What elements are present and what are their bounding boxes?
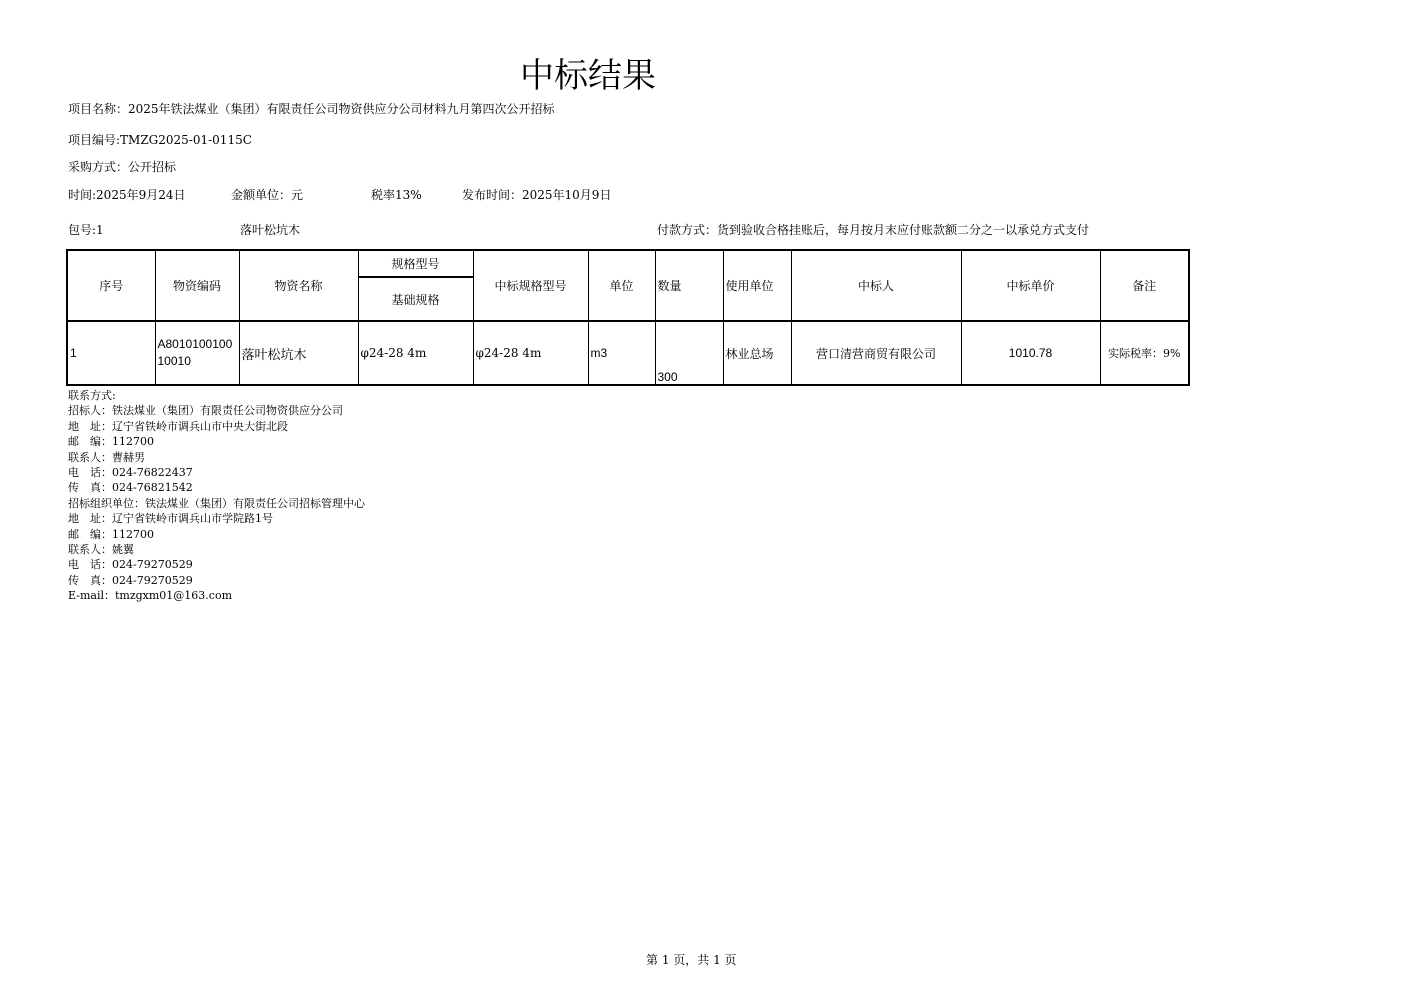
publish-time: 发布时间：2025年10月9日	[462, 188, 612, 202]
contact-line: 传 真：024-79270529	[68, 573, 193, 587]
contact-line: 电 话：024-79270529	[68, 558, 193, 572]
cell-remark: 实际税率：9%	[1100, 321, 1189, 385]
contact-line: 地 址：辽宁省铁岭市调兵山市中央大街北段	[68, 419, 288, 433]
cell-qty: 300	[655, 321, 723, 385]
cell-winner: 营口清营商贸有限公司	[791, 321, 961, 385]
amount-unit: 金额单位：元	[231, 188, 304, 202]
contact-email: E-mail：tmzgxm01@163.com	[68, 589, 233, 603]
purchase-method: 采购方式：公开招标	[68, 160, 177, 174]
page-title: 中标结果	[520, 56, 656, 96]
tax-rate: 税率13%	[371, 188, 422, 202]
bid-time: 时间:2025年9月24日	[68, 188, 186, 202]
cell-code	[155, 321, 239, 385]
contact-block	[68, 388, 365, 604]
contact-line: 联系人：姚翼	[68, 543, 134, 557]
payment-terms: 付款方式：货到验收合格挂账后，每月按月末应付账款额二分之一以承兑方式支付	[657, 223, 1090, 237]
contact-heading: 联系方式:	[68, 389, 116, 402]
header-code: 物资编码	[155, 250, 239, 321]
header-winner: 中标人	[791, 250, 961, 321]
table-row	[67, 321, 1189, 385]
cell-spec-base: φ24-28 4m	[358, 321, 473, 385]
cell-code-line1: A8010100100	[157, 337, 233, 351]
contact-line: 传 真：024-76821542	[68, 481, 193, 495]
package-name: 落叶松坑木	[240, 223, 301, 237]
cell-unit: m3	[588, 321, 655, 385]
project-name: 项目名称：2025年铁法煤业（集团）有限责任公司物资供应分公司材料九月第四次公开招标	[68, 102, 555, 116]
project-number: 项目编号:TMZG2025-01-0115C	[68, 133, 252, 147]
header-remark: 备注	[1100, 250, 1189, 321]
header-seq: 序号	[67, 250, 155, 321]
header-unit: 单位	[588, 250, 655, 321]
contact-line: 邮 编：112700	[68, 527, 154, 541]
cell-user-unit: 林业总场	[723, 321, 791, 385]
cell-bid-spec: φ24-28 4m	[473, 321, 588, 385]
header-spec-group: 规格型号	[358, 250, 473, 277]
header-user-unit: 使用单位	[723, 250, 791, 321]
cell-price: 1010.78	[961, 321, 1100, 385]
contact-line: 招标组织单位：铁法煤业（集团）有限责任公司招标管理中心	[68, 496, 365, 510]
bid-result-table	[66, 249, 1190, 386]
header-bid-spec: 中标规格型号	[473, 250, 588, 321]
header-price: 中标单价	[961, 250, 1100, 321]
page-footer: 第 1 页，共 1 页	[646, 953, 737, 967]
contact-line: 电 话：024-76822437	[68, 466, 193, 480]
cell-name: 落叶松坑木	[239, 321, 358, 385]
contact-line: 地 址：辽宁省铁岭市调兵山市学院路1号	[68, 512, 273, 526]
header-name: 物资名称	[239, 250, 358, 321]
contact-line: 邮 编：112700	[68, 435, 154, 449]
contact-line: 联系人：曹赫男	[68, 450, 145, 464]
cell-code-line2: 10010	[157, 354, 191, 368]
package-number: 包号:1	[68, 223, 104, 237]
header-spec-base: 基础规格	[358, 277, 473, 321]
cell-seq: 1	[67, 321, 155, 385]
contact-line: 招标人：铁法煤业（集团）有限责任公司物资供应分公司	[68, 404, 343, 418]
header-qty: 数量	[655, 250, 723, 321]
